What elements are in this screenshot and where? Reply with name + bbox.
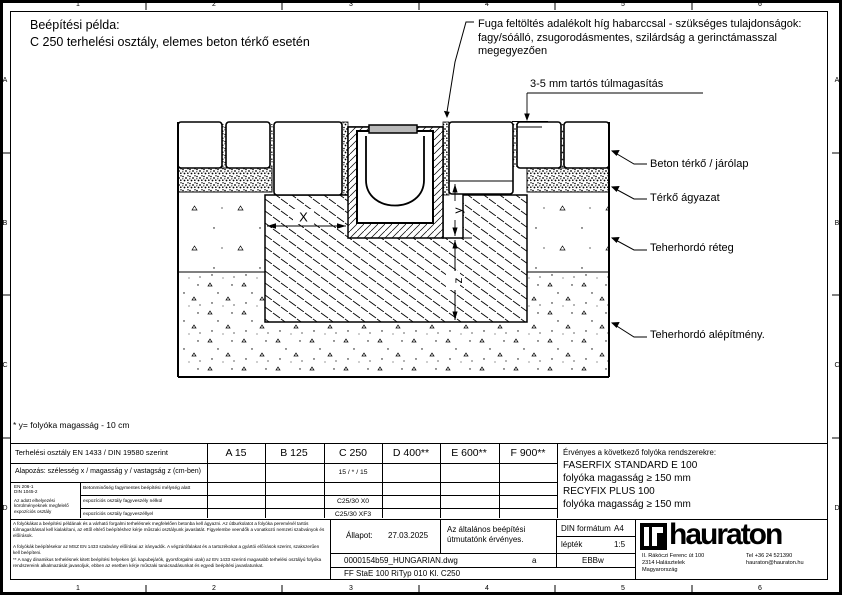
zone-col-4b: 4 — [485, 585, 489, 592]
file-name: 0000154b59_HUNGARIAN.dwg — [344, 556, 458, 565]
joint-filling-note: Fuga feltöltés adalékolt híg habarccsal - szükséges tulajdonságok: fagy/sóálló, zsugorodásmentes, szilárdság a gerinctámasszal megegyezően — [478, 18, 802, 57]
dim-x-label: X — [299, 209, 308, 225]
zone-col-6: 6 — [758, 1, 762, 8]
format-value: A4 — [614, 524, 624, 533]
status-date: 27.03.2025 — [388, 531, 429, 540]
zone-col-5: 5 — [621, 1, 625, 8]
fine-print-2: A folyókák beépítésekor az MSZ EN 1433 szabvány előírásai az irányadók. A végzárófalakat és a tartozékokat a gyártói előírások szerint, szakszerűen kell beépíteni. — [13, 544, 320, 555]
label-subbase: Teherhordó alépítmény. — [650, 329, 765, 341]
system-2-detail: folyóka magasság ≥ 150 mm — [563, 499, 691, 510]
load-class-header: Terhelési osztály EN 1433 / DIN 19580 szerint — [15, 448, 168, 457]
system-1-detail: folyóka magasság ≥ 150 mm — [563, 473, 691, 484]
norm-note: Az adott elhelyezési körülményeknek megfelelő expozíciós osztály — [14, 498, 69, 514]
class-d400: D 400** — [392, 447, 430, 459]
zone-row-a: A — [2, 77, 8, 84]
zone-row-d-r: D — [834, 505, 840, 512]
revision: a — [532, 556, 537, 565]
overheight-note: 3-5 mm tartós túlmagasítás — [530, 78, 664, 90]
fine-print-3: ** A nagy dinamikus terhelésnek kitett beépítési helyeken (pl. kapubejárók, gyorsforgalmi utak) az EN 1433 szerinti magasabb terhelési osztályú folyóka rendszereink alkalmazását javasoljuk, ebben az esetben kérje műszaki tanácsadásunkat és egyedi beépítési javaslatunkat. — [13, 557, 322, 568]
zone-col-4: 4 — [485, 1, 489, 8]
norm-en: EN 206-1 — [14, 484, 34, 489]
zone-row-c: C — [2, 362, 8, 369]
zone-row-c-r: C — [834, 362, 840, 369]
contact-email: hauraton@hauraton.hu — [746, 560, 804, 566]
grating — [369, 125, 417, 133]
dim-z-label: z — [451, 277, 465, 284]
scale-label: lépték — [561, 540, 583, 549]
fine-print-1: A folyókákat a beépítési példának és a várható forgalmi terhelésnek megfelelően betonba kell ágyazni. Az útburkolatot a folyóka pereménél tartós túlmagasítással kell kialakítani, az ettől eltérő beépítéshez kérje műszaki osztályunk javaslatát. Figyelembe veendők a vonatkozó nemzeti szabványok és előírások. — [13, 521, 325, 538]
zone-col-3: 3 — [349, 1, 353, 8]
company-address — [642, 553, 704, 574]
address-line-2: 2314 Halásztelek — [642, 560, 685, 566]
title-block — [10, 520, 828, 580]
scale-value: 1:5 — [614, 540, 626, 549]
address-line-3: Magyarország — [642, 567, 678, 573]
class-f900: F 900** — [510, 447, 546, 459]
zone-row-b-r: B — [834, 220, 840, 227]
zone-row-b: B — [2, 220, 8, 227]
status-label: Állapot: — [346, 531, 373, 540]
base-layer-right — [527, 192, 609, 272]
zone-col-2: 2 — [212, 1, 216, 8]
zone-col-3b: 3 — [349, 585, 353, 592]
company-contact — [746, 553, 804, 567]
norm-din: DIN 1045-2 — [14, 489, 38, 494]
joint-strip-left — [342, 122, 348, 195]
concrete-row3-label: expozíciós osztály fagyveszéllyel — [83, 512, 154, 517]
title-line2: C 250 terhelési osztály, elemes beton térkő esetén — [30, 35, 310, 49]
zone-col-6b: 6 — [758, 585, 762, 592]
zone-row-d: D — [2, 505, 8, 512]
bedding-left — [178, 168, 272, 192]
label-paver: Beton térkő / járólap — [650, 158, 749, 170]
zone-col-2b: 2 — [212, 585, 216, 592]
contact-phone: Tel +36 24 521390 — [746, 553, 793, 559]
hauraton-wordmark: hauraton — [669, 518, 782, 551]
zone-col-1b: 1 — [76, 585, 80, 592]
address-line-1: II. Rákóczi Ferenc út 100 — [642, 553, 705, 559]
channel-u-profile — [366, 136, 424, 206]
concrete-row3-c250: C25/30 XF3 — [334, 511, 372, 518]
foundation-c250-value: 15 / * / 15 — [338, 469, 368, 476]
label-base-layer: Teherhordó réteg — [650, 242, 734, 254]
class-e600: E 600** — [451, 447, 487, 459]
concrete-row2-label: expozíciós osztály fagyveszély nélkül — [83, 499, 163, 504]
title-line1: Beépítési példa: — [30, 18, 120, 32]
class-b125: B 125 — [280, 447, 308, 459]
system-2-name: RECYFIX PLUS 100 — [563, 486, 655, 497]
class-a15: A 15 — [225, 447, 247, 459]
zone-row-a-r: A — [834, 77, 840, 84]
load-class-table — [10, 443, 828, 520]
type-code: FF StaE 100 RiTyp 010 Kl. C250 — [344, 569, 461, 578]
layer-leaders — [612, 151, 647, 337]
zone-col-5b: 5 — [621, 585, 625, 592]
joint-strip-right — [443, 122, 449, 195]
footnote-y: * y= folyóka magasság - 10 cm — [13, 420, 130, 430]
zone-col-1: 1 — [76, 1, 80, 8]
concrete-row2-c250: C25/30 X0 — [336, 498, 370, 505]
system-1-name: FASERFIX STANDARD E 100 — [563, 460, 698, 471]
foundation-row-label: Alapozás: szélesség x / magasság y / vastagság z (cm-ben) — [15, 468, 201, 475]
base-layer-left — [178, 192, 265, 272]
format-label: DIN formátum — [561, 524, 611, 533]
label-bedding: Térkő ágyazat — [650, 192, 720, 204]
general-note: Az általános beépítési útmutatónk érvényes. — [447, 525, 526, 544]
hauraton-logo-icon — [640, 523, 667, 550]
systems-heading: Érvényes a következő folyóka rendszerekre: — [563, 448, 716, 457]
drawing-code: EBBw — [582, 556, 604, 565]
bedding-right — [527, 168, 609, 192]
class-c250: C 250 — [338, 447, 368, 459]
concrete-row1-label: Betonminőség fagymentes beépítési mélység alatt — [83, 486, 191, 491]
dim-y-label: y — [451, 207, 465, 214]
joint-note-leader — [447, 22, 474, 112]
